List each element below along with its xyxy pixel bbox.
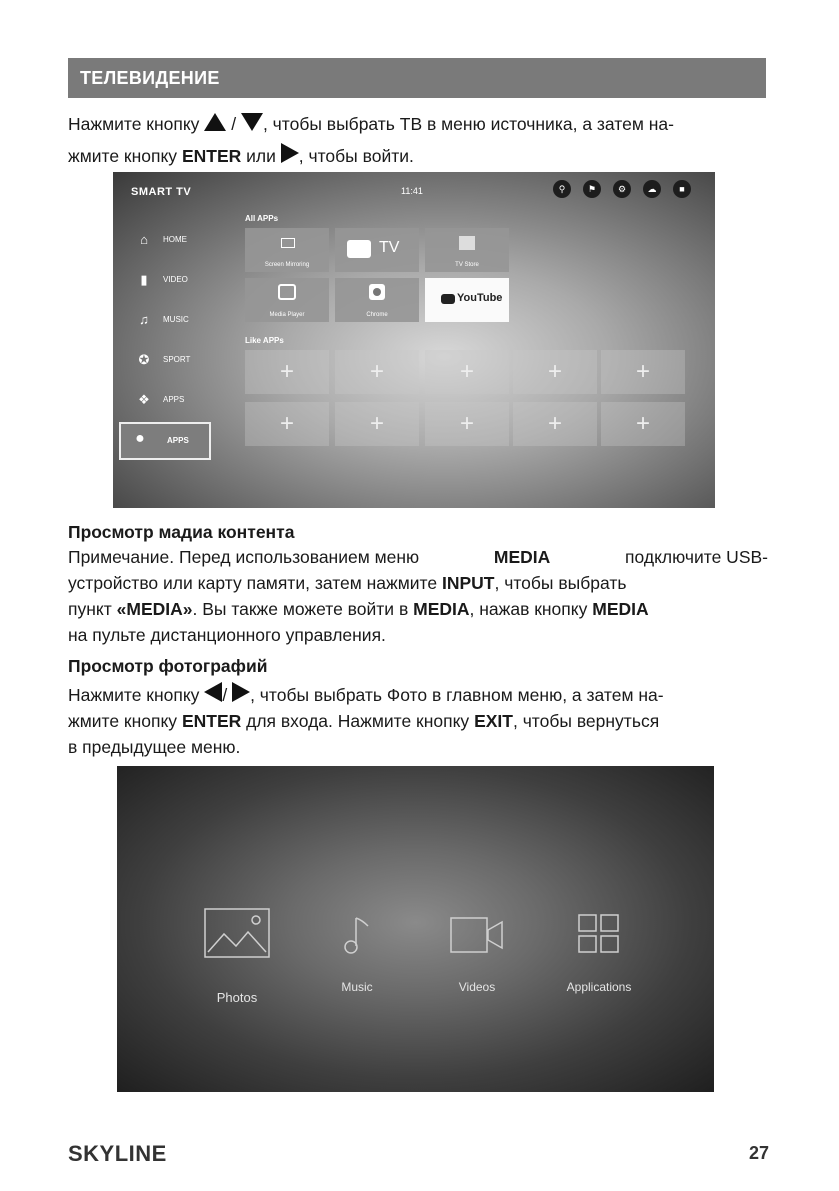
photo-text: Нажмите кнопку <box>68 685 200 705</box>
photo-text: жмите кнопку <box>68 711 178 731</box>
tv-nav-label: APPS <box>163 395 185 404</box>
photo-icon <box>204 908 270 958</box>
add-app-slot[interactable]: + <box>335 402 419 446</box>
intro-paragraph-line2 <box>68 143 768 169</box>
app-tile-label: TV <box>379 239 400 256</box>
youtube-play-icon <box>441 294 455 304</box>
section-title: ТЕЛЕВИДЕНИЕ <box>80 68 220 88</box>
media-text: . Вы также можете войти в <box>192 599 409 619</box>
media-key-label: MEDIA <box>413 599 470 619</box>
media-text: подключите USB- <box>625 547 768 567</box>
add-app-slot[interactable]: + <box>601 402 685 446</box>
smart-tv-screenshot <box>113 172 715 508</box>
tv-nav-video[interactable] <box>131 270 231 294</box>
photo-text: , чтобы выбрать Фото в главном меню, а затем на- <box>250 685 664 705</box>
media-item-label: Music <box>341 980 373 994</box>
media-line-2 <box>68 570 768 596</box>
media-item-music[interactable] <box>325 912 389 1012</box>
media-text: , нажав кнопку <box>469 599 588 619</box>
media-item-label: Applications <box>566 980 632 994</box>
music-note-icon <box>342 914 372 956</box>
cloud-icon[interactable]: ☁ <box>643 180 661 198</box>
media-text: , чтобы выбрать <box>494 573 627 593</box>
media-key-label: MEDIA <box>493 547 551 567</box>
arrow-right-icon <box>232 682 250 702</box>
app-tile-tv[interactable] <box>335 228 419 272</box>
arrow-down-icon <box>241 113 263 131</box>
tv-nav-label: APPS <box>167 436 189 445</box>
screen-mirroring-icon <box>281 238 295 248</box>
media-item-label: Videos <box>458 980 496 994</box>
enter-key-label: ENTER <box>181 146 242 166</box>
photo-line-2 <box>68 708 768 734</box>
photo-line-1 <box>68 682 768 708</box>
app-tile-label: YouTube <box>457 292 503 304</box>
media-text: Примечание. Перед использованием меню <box>68 547 420 567</box>
apps-diamond-icon: ❖ <box>138 392 150 407</box>
flag-icon[interactable]: ⚑ <box>583 180 601 198</box>
app-tile-label: Chrome <box>366 312 388 318</box>
add-app-slot[interactable]: + <box>601 350 685 394</box>
tv-nav-music[interactable] <box>131 310 231 334</box>
add-app-slot[interactable]: + <box>513 402 597 446</box>
arrow-right-icon <box>281 143 299 163</box>
photo-text: , чтобы вернуться <box>512 711 660 731</box>
intro-slash: / <box>231 114 237 134</box>
media-menu-screenshot <box>117 766 714 1092</box>
like-apps-label: Like APPs <box>245 336 284 345</box>
tv-nav-apps[interactable] <box>131 390 231 414</box>
app-tile-label: TV Store <box>455 262 479 268</box>
add-app-slot[interactable]: + <box>335 350 419 394</box>
media-line-4: на пульте дистанционного управления. <box>68 625 386 645</box>
tv-nav-sport[interactable] <box>131 350 231 374</box>
media-paragraph <box>68 544 768 648</box>
tv-icon <box>347 240 371 258</box>
tv-nav-apps-selected[interactable] <box>119 422 211 460</box>
media-line-1 <box>68 544 768 570</box>
media-player-icon <box>278 284 296 300</box>
media-item-videos[interactable] <box>445 912 509 1012</box>
add-app-slot[interactable]: + <box>425 350 509 394</box>
tv-nav-label: SPORT <box>163 355 191 364</box>
enter-key-label: ENTER <box>181 711 242 731</box>
photo-slash: / <box>222 685 228 705</box>
tv-nav-label: MUSIC <box>163 315 189 324</box>
folder-icon[interactable]: ■ <box>673 180 691 198</box>
app-tile-media-player[interactable] <box>245 278 329 322</box>
arrow-up-icon <box>204 113 226 131</box>
media-text: пункт <box>68 599 112 619</box>
photo-text: для входа. Нажмите кнопку <box>246 711 470 731</box>
music-note-icon: ♫ <box>139 312 149 327</box>
app-tile-chrome[interactable] <box>335 278 419 322</box>
settings-icon[interactable]: ⚙ <box>613 180 631 198</box>
media-key-label: MEDIA <box>592 599 649 619</box>
chrome-icon <box>369 284 385 300</box>
video-camera-icon: ▮ <box>140 272 148 287</box>
video-camera-icon <box>450 916 504 954</box>
input-key-label: INPUT <box>441 573 495 593</box>
tv-nav-label: VIDEO <box>163 275 188 284</box>
media-item-label: Photos <box>216 990 258 1005</box>
grid-icon <box>578 914 620 954</box>
search-icon[interactable]: ⚲ <box>553 180 571 198</box>
tv-nav-label: HOME <box>163 235 187 244</box>
photo-heading: Просмотр фотографий <box>68 656 268 676</box>
intro-text: Нажмите кнопку <box>68 114 200 134</box>
exit-key-label: EXIT <box>474 711 513 731</box>
tv-brand: SMART TV <box>131 186 192 198</box>
app-tile-label: Screen Mirroring <box>264 262 310 268</box>
add-app-slot[interactable]: + <box>245 402 329 446</box>
app-tile-screen-mirroring[interactable] <box>245 228 329 272</box>
photo-paragraph <box>68 682 768 760</box>
app-tile-youtube[interactable] <box>425 278 509 322</box>
media-item-photos[interactable] <box>197 906 277 1006</box>
add-app-slot[interactable]: + <box>425 402 509 446</box>
intro-paragraph <box>68 111 768 137</box>
media-item-applications[interactable] <box>557 912 641 1012</box>
app-tile-label: Media Player <box>269 312 305 318</box>
add-app-slot[interactable]: + <box>245 350 329 394</box>
section-title-bar <box>68 58 766 98</box>
arrow-left-icon <box>204 682 222 702</box>
runner-icon: ✪ <box>138 352 150 367</box>
tv-clock: 11:41 <box>401 186 423 196</box>
app-tile-tv-store[interactable] <box>425 228 509 272</box>
media-heading: Просмотр мадиа контента <box>68 522 295 542</box>
add-app-slot[interactable]: + <box>513 350 597 394</box>
all-apps-label: All APPs <box>245 214 279 223</box>
photo-line-3: в предыдущее меню. <box>68 737 241 757</box>
store-bag-icon <box>459 236 475 250</box>
intro-text: , чтобы выбрать ТВ в меню источника, а затем на- <box>262 114 674 134</box>
media-line-3 <box>68 596 768 622</box>
user-icon: ● <box>135 430 145 447</box>
intro-text: , чтобы войти. <box>298 146 414 166</box>
brand-logo: SKYLINE <box>68 1141 167 1166</box>
intro-text: жмите кнопку <box>68 146 178 166</box>
tv-nav-home[interactable] <box>131 230 231 254</box>
intro-text: или <box>246 146 276 166</box>
page-number: 27 <box>748 1143 769 1163</box>
media-text: устройство или карту памяти, затем нажмите <box>68 573 438 593</box>
media-key-label: «MEDIA» <box>116 599 193 619</box>
home-icon: ⌂ <box>140 232 148 247</box>
